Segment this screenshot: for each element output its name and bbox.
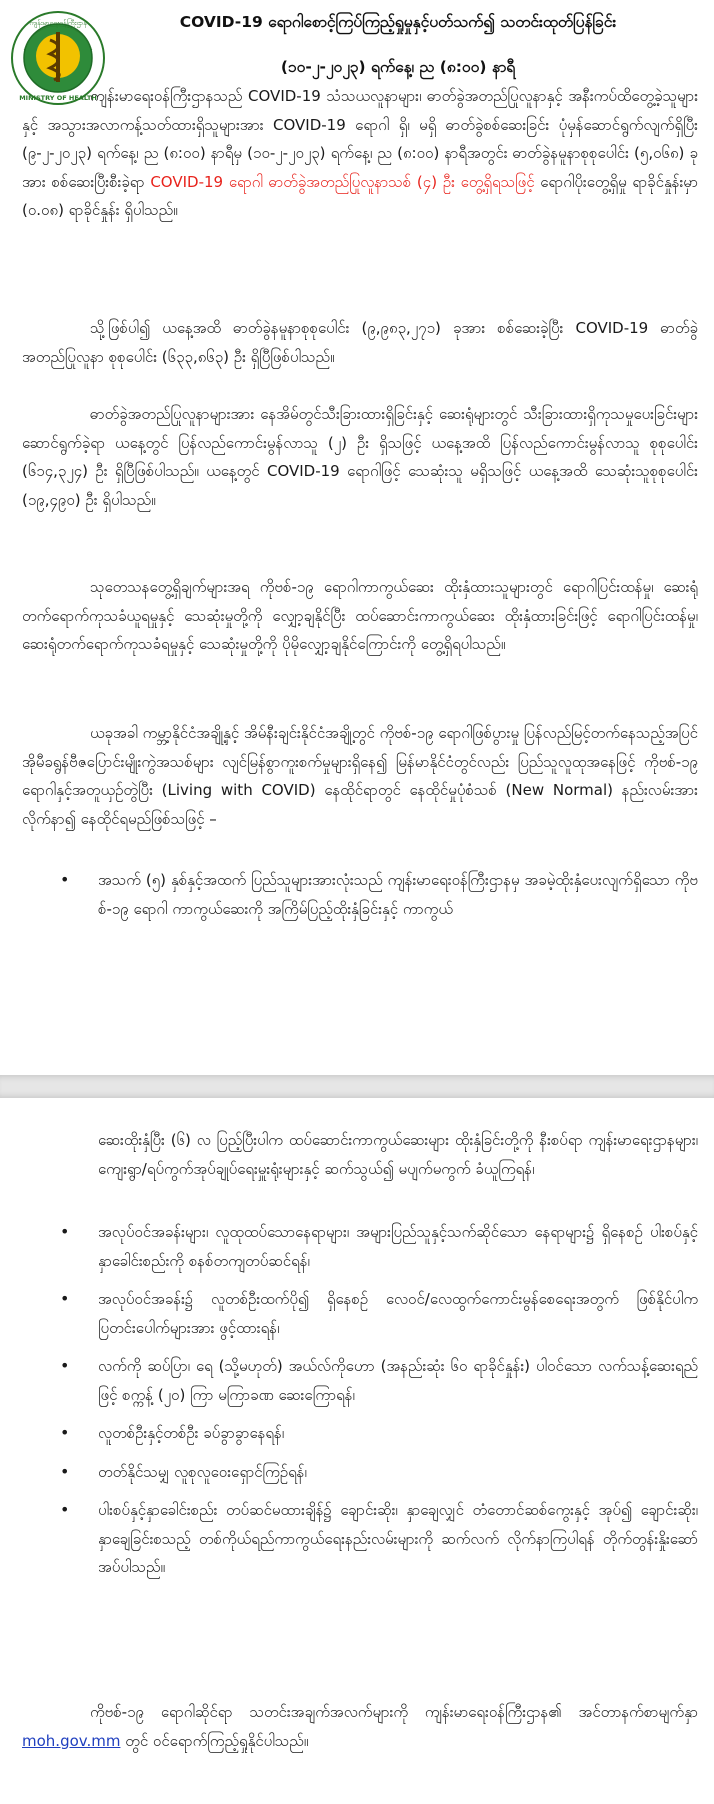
document-title: COVID-19 ရောဂါစောင့်ကြပ်ကြည့်ရှုမှုနှင့်ပတ်သက်၍ သတင်းထုတ်ပြန်ခြင်း — [179, 13, 617, 31]
logo-top-text: ကျန်းမာရေးဝန်ကြီးဌာန — [29, 19, 87, 27]
list-item-text: အသက် (၅) နှစ်နှင့်အထက် ပြည်သူများအားလုံးသည် ကျန်းမာရေးဝန်ကြီးဌာနမှ အခမဲ့ထိုးနှံပေးလျက်ရှိသော ကိုဗစ်-၁၉ ရောဂါ ကာကွယ်ဆေးကို အကြိမ်ပြည့်ထိုးနှံခြင်းနှင့် ကာကွယ် — [98, 871, 698, 918]
list-item — [58, 1218, 698, 1275]
paragraph-3: ဓာတ်ခွဲအတည်ပြုလူနာများအား နေအိမ်တွင်သီးခြားထားရှိခြင်းနှင့် ဆေးရုံများတွင် သီးခြားထားရှိကုသမှုပေးခြင်းများ ဆောင်ရွက်ခဲ့ရာ ယနေ့တွင် ပြန်လည်ကောင်းမွန်လာသူ (၂) ဦး ရှိသဖြင့် ယနေ့အထိ ပြန်လည်ကောင်းမွန်လာသူ စုစုပေါင်း (၆၁၄,၃၂၄) ဦး ရှိပြီဖြစ်ပါသည်။ ယနေ့တွင် COVID-19 ရောဂါဖြင့် သေဆုံးသူ မရှိသဖြင့် ယနေ့အထိ သေဆုံးသူစုစုပေါင်း (၁၉,၄၉၀) ဦး ရှိပါသည်။ — [22, 405, 698, 509]
list-item-text: ပါးစပ်နှင့်နှာခေါင်းစည်း တပ်ဆင်မထားချိန်၌ ချောင်းဆိုး၊ နှာချေလျှင် တံတောင်ဆစ်ကွေးနှင့် အုပ်၍ ချောင်းဆိုး၊ နှာချေခြင်းစသည့် တစ်ကိုယ်ရည်ကာကွယ်ရေးနည်းလမ်းများကို ဆက်လက် လိုက်နာကြပါရန် တိုက်တွန်းနှိုးဆော်အပ်ပါသည်။ — [98, 1501, 698, 1576]
list-item — [58, 1419, 698, 1448]
bullet-icon: • — [60, 1222, 70, 1241]
bullet-icon: • — [60, 1423, 70, 1442]
page-separator — [0, 1075, 714, 1098]
bullet-icon: • — [60, 1289, 70, 1308]
logo-bottom-text: MINISTRY OF HEALTH — [19, 94, 97, 102]
paragraph-1-tail: ရောဂါပိုးတွေ့ရှိမှု ရာခိုင်နှုန်းမှာ (၀.၀၈) ရာခိုင်နှုန်း ရှိပါသည်။ — [22, 172, 698, 219]
list-item-continuation: ဆေးထိုးနှံပြီး (၆) လ ပြည့်ပြီးပါက ထပ်ဆောင်းကာကွယ်ဆေးများ ထိုးနှံခြင်းတို့ကို နီးစပ်ရာ ကျန်းမာရေးဌာနများ၊ ကျေးရွာ/ရပ်ကွက်အုပ်ချုပ်ရေးမှူးရုံးများနှင့် ဆက်သွယ်၍ မပျက်မကွက် ခံယူကြရန်၊ — [98, 1131, 698, 1178]
guideline-list-page-2 — [58, 1218, 698, 1592]
list-item — [58, 1496, 698, 1582]
paragraph-4: သုတေသနတွေ့ရှိချက်များအရ ကိုဗစ်-၁၉ ရောဂါကာကွယ်ဆေး ထိုးနှံထားသူများတွင် ရောဂါပြင်းထန်မှု၊ ဆေးရုံတက်ရောက်ကုသခံယူရမှုနှင့် သေဆုံးမှုတို့ကို လျှော့ချနိုင်ပြီး ထပ်ဆောင်းကာကွယ်ဆေး ထိုးနှံထားခြင်းဖြင့် ရောဂါပြင်းထန်မှု၊ ဆေးရုံတက်ရောက်ကုသခံရမှုနှင့် သေဆုံးမှုတို့ကို ပိုမိုလျှော့ချနိုင်ကြောင်းကို တွေ့ရှိရပါသည်။ — [22, 578, 698, 653]
new-cases-highlight: COVID-19 ရောဂါ ဓာတ်ခွဲအတည်ပြုလူနာသစ် (၄) ဦး တွေ့ရှိရသဖြင့် — [150, 172, 535, 191]
list-item — [58, 1285, 698, 1342]
bullet-icon: • — [60, 870, 70, 889]
bullet-icon: • — [60, 1461, 70, 1481]
paragraph-2: သို့ဖြစ်ပါ၍ ယနေ့အထိ ဓာတ်ခွဲနမူနာစုစုပေါင်း (၉,၉၈၃,၂၇၁) ခုအား စစ်ဆေးခဲ့ပြီး COVID-19 ဓာတ်ခွဲအတည်ပြုလူနာ စုစုပေါင်း (၆၃၃,၈၆၃) ဦး ရှိပြီဖြစ်ပါသည်။ — [22, 319, 698, 366]
closing-tail: တွင် ဝင်ရောက်ကြည့်ရှုနိုင်ပါသည်။ — [120, 1731, 309, 1750]
closing-paragraph — [22, 1698, 698, 1755]
closing-text: ကိုဗစ်-၁၉ ရောဂါဆိုင်ရာ သတင်းအချက်အလက်များကို ကျန်းမာရေးဝန်ကြီးဌာန၏ အင်တာနက်စာမျက်နှာ — [90, 1703, 698, 1721]
list-item-text: တတ်နိုင်သမျှ လူစုလူဝေးရှောင်ကြဉ်ရန်၊ — [98, 1462, 307, 1481]
list-item — [58, 866, 698, 923]
list-item-text: လူတစ်ဦးနှင့်တစ်ဦး ခပ်ခွာခွာနေရန်၊ — [98, 1424, 285, 1442]
bullet-icon: • — [60, 1356, 70, 1375]
list-item — [58, 1352, 698, 1409]
list-item-text: အလုပ်ဝင်အခန်း၌ လူတစ်ဦးထက်ပို၍ ရှိနေစဉ် လေဝင်/လေထွက်ကောင်းမွန်စေရေးအတွက် ဖြစ်နိုင်ပါက ပြတင်းပေါက်များအား ဖွင့်ထားရန်၊ — [98, 1290, 698, 1337]
paragraph-1-text: ကျန်းမာရေးဝန်ကြီးဌာနသည် COVID-19 သံသယလူနာများ၊ ဓာတ်ခွဲအတည်ပြုလူနာနှင့် အနီးကပ်ထိတွေ့ခဲ့သူများနှင့် အသွားအလာကန့်သတ်ထားရှိသူများအား COVID-19 ရောဂါ ရှိ၊ မရှိ ဓာတ်ခွဲစစ်ဆေးခြင်း ပုံမှန်ဆောင်ရွက်လျက်ရှိပြီး (၉-၂-၂၀၂၃) ရက်နေ့၊ ည (၈:၀၀) နာရီမှ (၁၀-၂-၂၀၂၃) ရက်နေ့၊ ည (၈:၀၀) နာရီအတွင်း ဓာတ်ခွဲနမူနာစုစုပေါင်း (၅,၀၆၈) ခုအား စစ်ဆေးပြီးစီးခဲ့ရာ — [22, 87, 698, 191]
paragraph-1 — [22, 82, 698, 225]
document-page-2 — [0, 1098, 714, 1804]
moh-website-link[interactable]: moh.gov.mm — [22, 1731, 121, 1750]
list-item-text: လက်ကို ဆပ်ပြာ၊ ရေ (သို့မဟုတ်) အယ်လ်ကိုဟော (အနည်းဆုံး ၆၀ ရာခိုင်နှုန်း) ပါဝင်သော လက်သန့်ဆေးရည်ဖြင့် စက္ကန့် (၂၀) ကြာ မကြာခဏ ဆေးကြောရန်၊ — [98, 1357, 698, 1404]
list-item — [58, 1458, 698, 1487]
document-subtitle: (၁၀-၂-၂၀၂၃) ရက်နေ့၊ ည (၈:၀၀) နာရီ — [280, 58, 516, 76]
list-item-text: အလုပ်ဝင်အခန်းများ၊ လူထုထပ်သောနေရာများ၊ အများပြည်သူနှင့်သက်ဆိုင်သော နေရာများ၌ ရှိနေစဉ် ပါးစပ်နှင့်နှာခေါင်းစည်းကို စနစ်တကျတပ်ဆင်ရန်၊ — [98, 1223, 698, 1270]
bullet-icon: • — [60, 1500, 70, 1519]
guideline-list-page-1 — [58, 866, 698, 923]
paragraph-5: ယခုအခါ ကမ္ဘာ့နိုင်ငံအချို့နှင့် အိမ်နီးချင်းနိုင်ငံအချို့တွင် ကိုဗစ်-၁၉ ရောဂါဖြစ်ပွားမှု ပြန်လည်မြင့်တက်နေသည့်အပြင် အိုမီခရွန်ဗီဇပြောင်းမျိုးကွဲအသစ်များ လျင်မြန်စွာကူးစက်မှုများရှိနေ၍ မြန်မာနိုင်ငံတွင်လည်း ပြည်သူလူထုအနေဖြင့် ကိုဗစ်-၁၉ ရောဂါနှင့်အတူယှဉ်တွဲပြီး (Living with COVID) နေထိုင်ရာတွင် နေထိုင်မှုပုံစံသစ် (New Normal) နည်းလမ်းအား လိုက်နာ၍ နေထိုင်ရမည်ဖြစ်သဖြင့် – — [22, 724, 698, 828]
